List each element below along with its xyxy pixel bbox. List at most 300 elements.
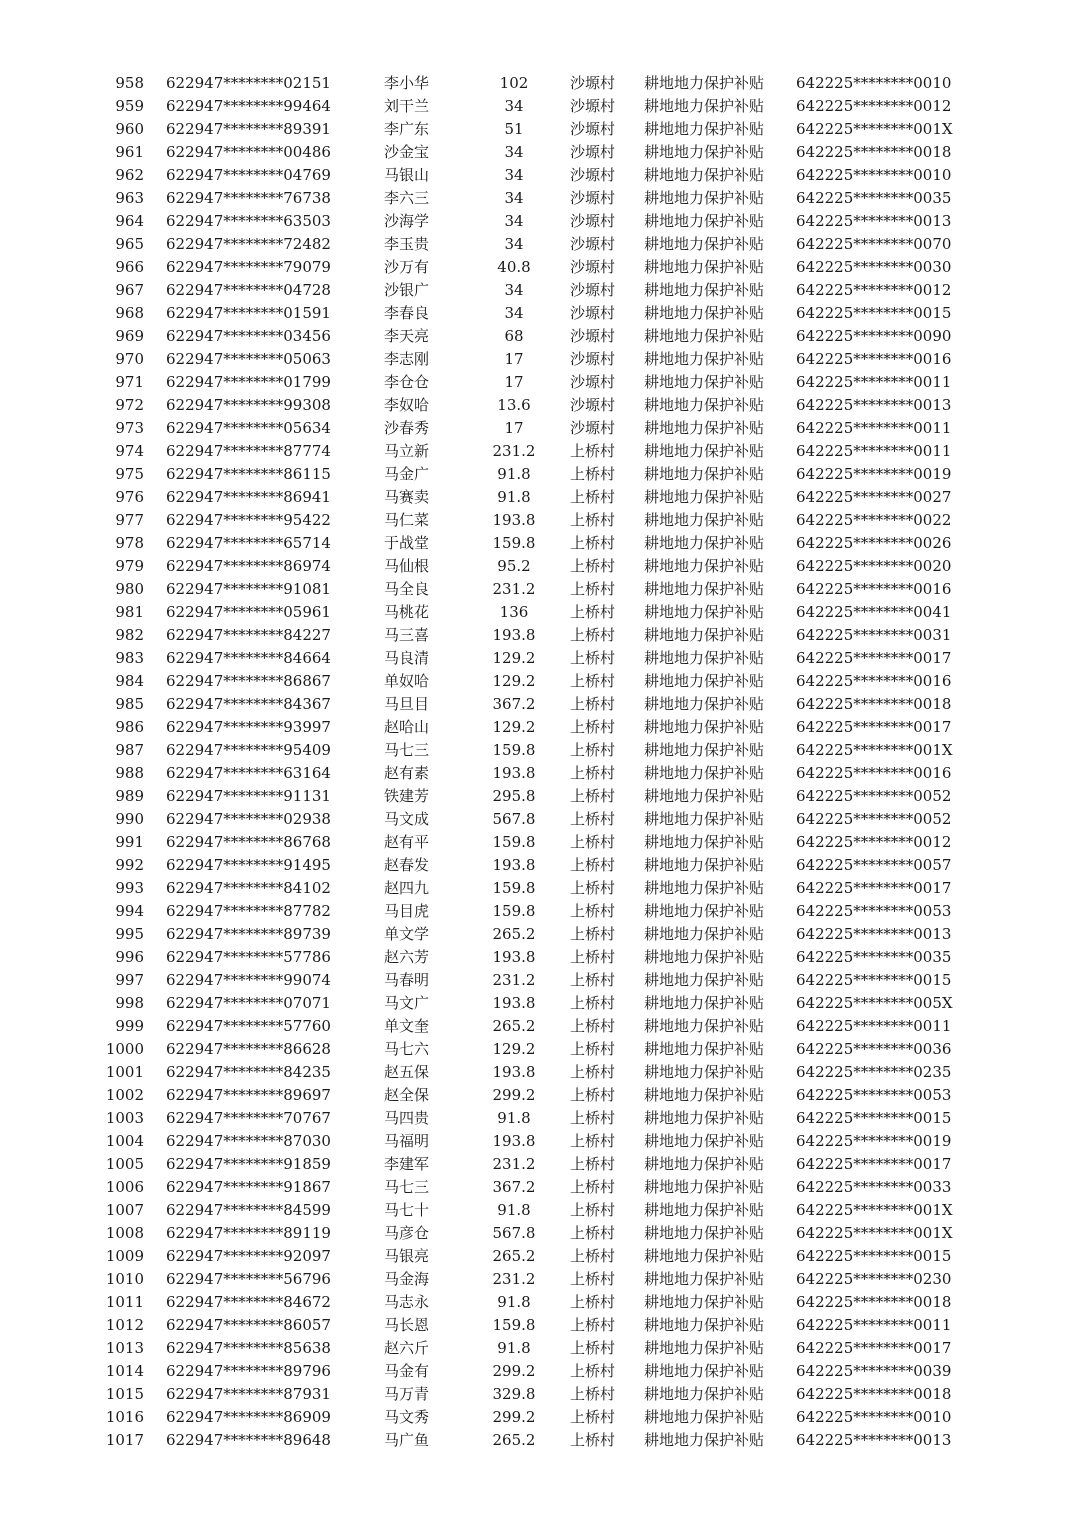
village-name: 沙塬村: [570, 74, 616, 92]
village-name: 沙塬村: [570, 166, 616, 184]
recipient-name: 马金海: [384, 1270, 430, 1288]
subsidy-type: 耕地地力保护补贴: [644, 1385, 765, 1403]
subsidy-type: 耕地地力保护补贴: [644, 281, 765, 299]
row-number: 1011: [105, 1293, 144, 1311]
village-name: 沙塬村: [570, 120, 616, 138]
village-name: 上桥村: [570, 810, 616, 828]
subsidy-amount: 193.8: [492, 994, 536, 1012]
table-row: [0, 72, 1074, 95]
id-number: 642225********0017: [796, 879, 952, 897]
subsidy-type: 耕地地力保护补贴: [644, 971, 765, 989]
village-name: 上桥村: [570, 649, 616, 667]
village-name: 上桥村: [570, 1063, 616, 1081]
recipient-name: 单文学: [384, 925, 430, 943]
row-number: 963: [115, 189, 144, 207]
row-number: 1010: [105, 1270, 144, 1288]
village-name: 上桥村: [570, 718, 616, 736]
account-number: 622947********57786: [166, 948, 331, 966]
account-number: 622947********89119: [166, 1224, 331, 1242]
id-number: 642225********0011: [796, 1316, 952, 1334]
subsidy-amount: 265.2: [492, 925, 536, 943]
table-row: [0, 187, 1074, 210]
recipient-name: 马仁菜: [384, 511, 430, 529]
row-number: 977: [115, 511, 144, 529]
subsidy-amount: 299.2: [492, 1362, 536, 1380]
id-number: 642225********0017: [796, 649, 952, 667]
recipient-name: 马七三: [384, 1178, 430, 1196]
table-row: [0, 1291, 1074, 1314]
id-number: 642225********0012: [796, 97, 952, 115]
recipient-name: 马春明: [384, 971, 430, 989]
table-row: [0, 1038, 1074, 1061]
id-number: 642225********0052: [796, 810, 952, 828]
id-number: 642225********0016: [796, 580, 952, 598]
recipient-name: 赵五保: [384, 1063, 430, 1081]
recipient-name: 李小华: [384, 74, 430, 92]
subsidy-amount: 34: [504, 304, 524, 322]
table-row: [0, 1107, 1074, 1130]
subsidy-type: 耕地地力保护补贴: [644, 580, 765, 598]
table-row: [0, 256, 1074, 279]
table-row: [0, 325, 1074, 348]
account-number: 622947********63503: [166, 212, 331, 230]
subsidy-amount: 95.2: [497, 557, 531, 575]
id-number: 642225********0011: [796, 1017, 952, 1035]
row-number: 978: [115, 534, 144, 552]
row-number: 998: [115, 994, 144, 1012]
recipient-name: 单文奎: [384, 1017, 430, 1035]
subsidy-amount: 193.8: [492, 1063, 536, 1081]
table-row: [0, 716, 1074, 739]
recipient-name: 赵春发: [384, 856, 430, 874]
recipient-name: 赵哈山: [384, 718, 430, 736]
village-name: 上桥村: [570, 1316, 616, 1334]
id-number: 642225********0012: [796, 281, 952, 299]
id-number: 642225********0016: [796, 350, 952, 368]
subsidy-amount: 193.8: [492, 856, 536, 874]
village-name: 上桥村: [570, 741, 616, 759]
table-row: [0, 969, 1074, 992]
subsidy-amount: 129.2: [492, 1040, 536, 1058]
account-number: 622947********70767: [166, 1109, 331, 1127]
recipient-name: 马彦仓: [384, 1224, 430, 1242]
row-number: 1001: [105, 1063, 144, 1081]
account-number: 622947********89391: [166, 120, 331, 138]
recipient-name: 李天亮: [384, 327, 430, 345]
subsidy-type: 耕地地力保护补贴: [644, 1362, 765, 1380]
id-number: 642225********0015: [796, 971, 952, 989]
id-number: 642225********0017: [796, 1155, 952, 1173]
id-number: 642225********0030: [796, 258, 952, 276]
row-number: 1013: [105, 1339, 144, 1357]
row-number: 959: [115, 97, 144, 115]
table-row: [0, 1199, 1074, 1222]
table-row: [0, 762, 1074, 785]
recipient-name: 马万青: [384, 1385, 430, 1403]
row-number: 1008: [105, 1224, 144, 1242]
recipient-name: 马志永: [384, 1293, 430, 1311]
subsidy-type: 耕地地力保护补贴: [644, 1224, 765, 1242]
row-number: 1003: [105, 1109, 144, 1127]
row-number: 1000: [105, 1040, 144, 1058]
id-number: 642225********001X: [796, 1201, 953, 1219]
account-number: 622947********84599: [166, 1201, 331, 1219]
account-number: 622947********89796: [166, 1362, 331, 1380]
account-number: 622947********86115: [166, 465, 331, 483]
row-number: 988: [115, 764, 144, 782]
subsidy-type: 耕地地力保护补贴: [644, 902, 765, 920]
id-number: 642225********0019: [796, 465, 952, 483]
subsidy-amount: 193.8: [492, 1132, 536, 1150]
table-row: [0, 1176, 1074, 1199]
subsidy-type: 耕地地力保护补贴: [644, 1086, 765, 1104]
subsidy-type: 耕地地力保护补贴: [644, 626, 765, 644]
id-number: 642225********0026: [796, 534, 952, 552]
row-number: 974: [115, 442, 144, 460]
subsidy-amount: 159.8: [492, 902, 536, 920]
recipient-name: 马四贵: [384, 1109, 430, 1127]
table-row: [0, 555, 1074, 578]
recipient-name: 马金有: [384, 1362, 430, 1380]
id-number: 642225********0039: [796, 1362, 952, 1380]
recipient-name: 沙万有: [384, 258, 430, 276]
recipient-name: 马文广: [384, 994, 430, 1012]
account-number: 622947********04728: [166, 281, 331, 299]
village-name: 沙塬村: [570, 235, 616, 253]
subsidy-type: 耕地地力保护补贴: [644, 1017, 765, 1035]
table-row: [0, 486, 1074, 509]
row-number: 968: [115, 304, 144, 322]
account-number: 622947********76738: [166, 189, 331, 207]
village-name: 沙塬村: [570, 396, 616, 414]
id-number: 642225********0019: [796, 1132, 952, 1150]
row-number: 996: [115, 948, 144, 966]
recipient-name: 马目虎: [384, 902, 430, 920]
account-number: 622947********89739: [166, 925, 331, 943]
subsidy-amount: 13.6: [497, 396, 531, 414]
row-number: 986: [115, 718, 144, 736]
table-row: [0, 1360, 1074, 1383]
account-number: 622947********65714: [166, 534, 331, 552]
subsidy-type: 耕地地力保护补贴: [644, 672, 765, 690]
subsidy-type: 耕地地力保护补贴: [644, 235, 765, 253]
village-name: 沙塬村: [570, 350, 616, 368]
id-number: 642225********0010: [796, 166, 952, 184]
table-row: [0, 601, 1074, 624]
village-name: 上桥村: [570, 603, 616, 621]
row-number: 999: [115, 1017, 144, 1035]
recipient-name: 马七六: [384, 1040, 430, 1058]
village-name: 上桥村: [570, 695, 616, 713]
recipient-name: 马广鱼: [384, 1431, 430, 1449]
subsidy-amount: 159.8: [492, 833, 536, 851]
recipient-name: 马福明: [384, 1132, 430, 1150]
subsidy-type: 耕地地力保护补贴: [644, 1178, 765, 1196]
village-name: 上桥村: [570, 488, 616, 506]
recipient-name: 马文秀: [384, 1408, 430, 1426]
subsidy-amount: 193.8: [492, 764, 536, 782]
village-name: 上桥村: [570, 1224, 616, 1242]
recipient-name: 马仙根: [384, 557, 430, 575]
table-row: [0, 417, 1074, 440]
recipient-name: 于战堂: [384, 534, 430, 552]
subsidy-type: 耕地地力保护补贴: [644, 350, 765, 368]
id-number: 642225********0016: [796, 764, 952, 782]
subsidy-amount: 367.2: [492, 1178, 536, 1196]
village-name: 上桥村: [570, 925, 616, 943]
account-number: 622947********87774: [166, 442, 331, 460]
row-number: 1007: [105, 1201, 144, 1219]
table-row: [0, 164, 1074, 187]
subsidy-type: 耕地地力保护补贴: [644, 1040, 765, 1058]
subsidy-amount: 193.8: [492, 948, 536, 966]
subsidy-amount: 136: [499, 603, 529, 621]
village-name: 上桥村: [570, 1431, 616, 1449]
subsidy-type: 耕地地力保护补贴: [644, 1247, 765, 1265]
row-number: 1012: [105, 1316, 144, 1334]
id-number: 642225********0053: [796, 902, 952, 920]
id-number: 642225********0090: [796, 327, 952, 345]
subsidy-type: 耕地地力保护补贴: [644, 189, 765, 207]
table-row: [0, 279, 1074, 302]
subsidy-type: 耕地地力保护补贴: [644, 1270, 765, 1288]
account-number: 622947********99074: [166, 971, 331, 989]
village-name: 上桥村: [570, 511, 616, 529]
account-number: 622947********91859: [166, 1155, 331, 1173]
recipient-name: 李志刚: [384, 350, 430, 368]
id-number: 642225********0017: [796, 1339, 952, 1357]
subsidy-amount: 34: [504, 189, 524, 207]
subsidy-type: 耕地地力保护补贴: [644, 557, 765, 575]
subsidy-type: 耕地地力保护补贴: [644, 1132, 765, 1150]
subsidy-amount: 231.2: [492, 442, 536, 460]
recipient-name: 沙金宝: [384, 143, 430, 161]
village-name: 沙塬村: [570, 373, 616, 391]
subsidy-amount: 91.8: [497, 1109, 531, 1127]
id-number: 642225********0013: [796, 1431, 952, 1449]
recipient-name: 赵有素: [384, 764, 430, 782]
village-name: 沙塬村: [570, 189, 616, 207]
village-name: 上桥村: [570, 971, 616, 989]
id-number: 642225********0015: [796, 304, 952, 322]
village-name: 沙塬村: [570, 281, 616, 299]
id-number: 642225********0036: [796, 1040, 952, 1058]
row-number: 967: [115, 281, 144, 299]
id-number: 642225********0070: [796, 235, 952, 253]
table-row: [0, 785, 1074, 808]
id-number: 642225********0010: [796, 74, 952, 92]
subsidy-type: 耕地地力保护补贴: [644, 534, 765, 552]
account-number: 622947********86057: [166, 1316, 331, 1334]
subsidy-type: 耕地地力保护补贴: [644, 488, 765, 506]
row-number: 1002: [105, 1086, 144, 1104]
table-row: [0, 95, 1074, 118]
table-row: [0, 141, 1074, 164]
subsidy-amount: 17: [504, 419, 524, 437]
subsidy-type: 耕地地力保护补贴: [644, 1339, 765, 1357]
subsidy-type: 耕地地力保护补贴: [644, 1109, 765, 1127]
recipient-name: 马七三: [384, 741, 430, 759]
village-name: 沙塬村: [570, 419, 616, 437]
table-row: [0, 118, 1074, 141]
row-number: 993: [115, 879, 144, 897]
row-number: 991: [115, 833, 144, 851]
account-number: 622947********84367: [166, 695, 331, 713]
id-number: 642225********0013: [796, 212, 952, 230]
village-name: 上桥村: [570, 1339, 616, 1357]
account-number: 622947********07071: [166, 994, 331, 1012]
subsidy-amount: 34: [504, 166, 524, 184]
row-number: 970: [115, 350, 144, 368]
row-number: 962: [115, 166, 144, 184]
subsidy-type: 耕地地力保护补贴: [644, 419, 765, 437]
subsidy-amount: 17: [504, 373, 524, 391]
village-name: 沙塬村: [570, 143, 616, 161]
account-number: 622947********01799: [166, 373, 331, 391]
table-row: [0, 233, 1074, 256]
subsidy-amount: 231.2: [492, 1155, 536, 1173]
recipient-name: 马旦目: [384, 695, 430, 713]
account-number: 622947********72482: [166, 235, 331, 253]
id-number: 642225********0035: [796, 189, 952, 207]
id-number: 642225********0017: [796, 718, 952, 736]
row-number: 984: [115, 672, 144, 690]
village-name: 上桥村: [570, 948, 616, 966]
recipient-name: 赵有平: [384, 833, 430, 851]
village-name: 上桥村: [570, 626, 616, 644]
id-number: 642225********0041: [796, 603, 952, 621]
subsidy-amount: 299.2: [492, 1408, 536, 1426]
id-number: 642225********0011: [796, 419, 952, 437]
row-number: 1005: [105, 1155, 144, 1173]
subsidy-type: 耕地地力保护补贴: [644, 511, 765, 529]
id-number: 642225********0057: [796, 856, 952, 874]
account-number: 622947********86867: [166, 672, 331, 690]
id-number: 642225********0018: [796, 143, 952, 161]
row-number: 995: [115, 925, 144, 943]
row-number: 971: [115, 373, 144, 391]
table-row: [0, 1245, 1074, 1268]
row-number: 969: [115, 327, 144, 345]
id-number: 642225********0027: [796, 488, 952, 506]
subsidy-type: 耕地地力保护补贴: [644, 97, 765, 115]
village-name: 上桥村: [570, 1017, 616, 1035]
recipient-name: 马良清: [384, 649, 430, 667]
table-row: [0, 854, 1074, 877]
subsidy-type: 耕地地力保护补贴: [644, 718, 765, 736]
subsidy-table: [0, 72, 1074, 1452]
table-row: [0, 1314, 1074, 1337]
subsidy-type: 耕地地力保护补贴: [644, 948, 765, 966]
account-number: 622947********57760: [166, 1017, 331, 1035]
table-row: [0, 1383, 1074, 1406]
account-number: 622947********89697: [166, 1086, 331, 1104]
table-row: [0, 808, 1074, 831]
subsidy-amount: 295.8: [492, 787, 536, 805]
village-name: 上桥村: [570, 1293, 616, 1311]
village-name: 上桥村: [570, 1086, 616, 1104]
table-row: [0, 946, 1074, 969]
subsidy-type: 耕地地力保护补贴: [644, 166, 765, 184]
table-row: [0, 923, 1074, 946]
id-number: 642225********001X: [796, 1224, 953, 1242]
recipient-name: 赵六斤: [384, 1339, 430, 1357]
subsidy-amount: 193.8: [492, 626, 536, 644]
subsidy-type: 耕地地力保护补贴: [644, 994, 765, 1012]
village-name: 上桥村: [570, 580, 616, 598]
table-row: [0, 348, 1074, 371]
village-name: 上桥村: [570, 1247, 616, 1265]
table-row: [0, 1153, 1074, 1176]
table-row: [0, 624, 1074, 647]
subsidy-amount: 91.8: [497, 1339, 531, 1357]
row-number: 964: [115, 212, 144, 230]
village-name: 上桥村: [570, 1109, 616, 1127]
account-number: 622947********03456: [166, 327, 331, 345]
village-name: 上桥村: [570, 534, 616, 552]
village-name: 上桥村: [570, 1362, 616, 1380]
account-number: 622947********91867: [166, 1178, 331, 1196]
account-number: 622947********87931: [166, 1385, 331, 1403]
account-number: 622947********05961: [166, 603, 331, 621]
account-number: 622947********02151: [166, 74, 331, 92]
id-number: 642225********0235: [796, 1063, 952, 1081]
row-number: 965: [115, 235, 144, 253]
subsidy-type: 耕地地力保护补贴: [644, 120, 765, 138]
table-row: [0, 1406, 1074, 1429]
village-name: 沙塬村: [570, 97, 616, 115]
table-row: [0, 394, 1074, 417]
account-number: 622947********84102: [166, 879, 331, 897]
account-number: 622947********91131: [166, 787, 331, 805]
row-number: 966: [115, 258, 144, 276]
village-name: 上桥村: [570, 994, 616, 1012]
account-number: 622947********95409: [166, 741, 331, 759]
subsidy-type: 耕地地力保护补贴: [644, 879, 765, 897]
subsidy-amount: 265.2: [492, 1247, 536, 1265]
village-name: 上桥村: [570, 1270, 616, 1288]
table-row: [0, 1429, 1074, 1452]
subsidy-amount: 129.2: [492, 672, 536, 690]
subsidy-amount: 231.2: [492, 580, 536, 598]
subsidy-type: 耕地地力保护补贴: [644, 1431, 765, 1449]
subsidy-type: 耕地地力保护补贴: [644, 1316, 765, 1334]
account-number: 622947********63164: [166, 764, 331, 782]
account-number: 622947********02938: [166, 810, 331, 828]
subsidy-amount: 51: [504, 120, 524, 138]
row-number: 958: [115, 74, 144, 92]
table-row: [0, 210, 1074, 233]
subsidy-amount: 329.8: [492, 1385, 536, 1403]
id-number: 642225********001X: [796, 741, 953, 759]
subsidy-amount: 34: [504, 235, 524, 253]
table-row: [0, 1061, 1074, 1084]
recipient-name: 李春良: [384, 304, 430, 322]
table-row: [0, 877, 1074, 900]
id-number: 642225********0013: [796, 925, 952, 943]
account-number: 622947********00486: [166, 143, 331, 161]
village-name: 沙塬村: [570, 258, 616, 276]
row-number: 989: [115, 787, 144, 805]
id-number: 642225********0012: [796, 833, 952, 851]
subsidy-amount: 159.8: [492, 879, 536, 897]
account-number: 622947********84235: [166, 1063, 331, 1081]
id-number: 642225********0013: [796, 396, 952, 414]
subsidy-type: 耕地地力保护补贴: [644, 741, 765, 759]
recipient-name: 李玉贵: [384, 235, 430, 253]
id-number: 642225********0018: [796, 1293, 952, 1311]
id-number: 642225********0230: [796, 1270, 952, 1288]
